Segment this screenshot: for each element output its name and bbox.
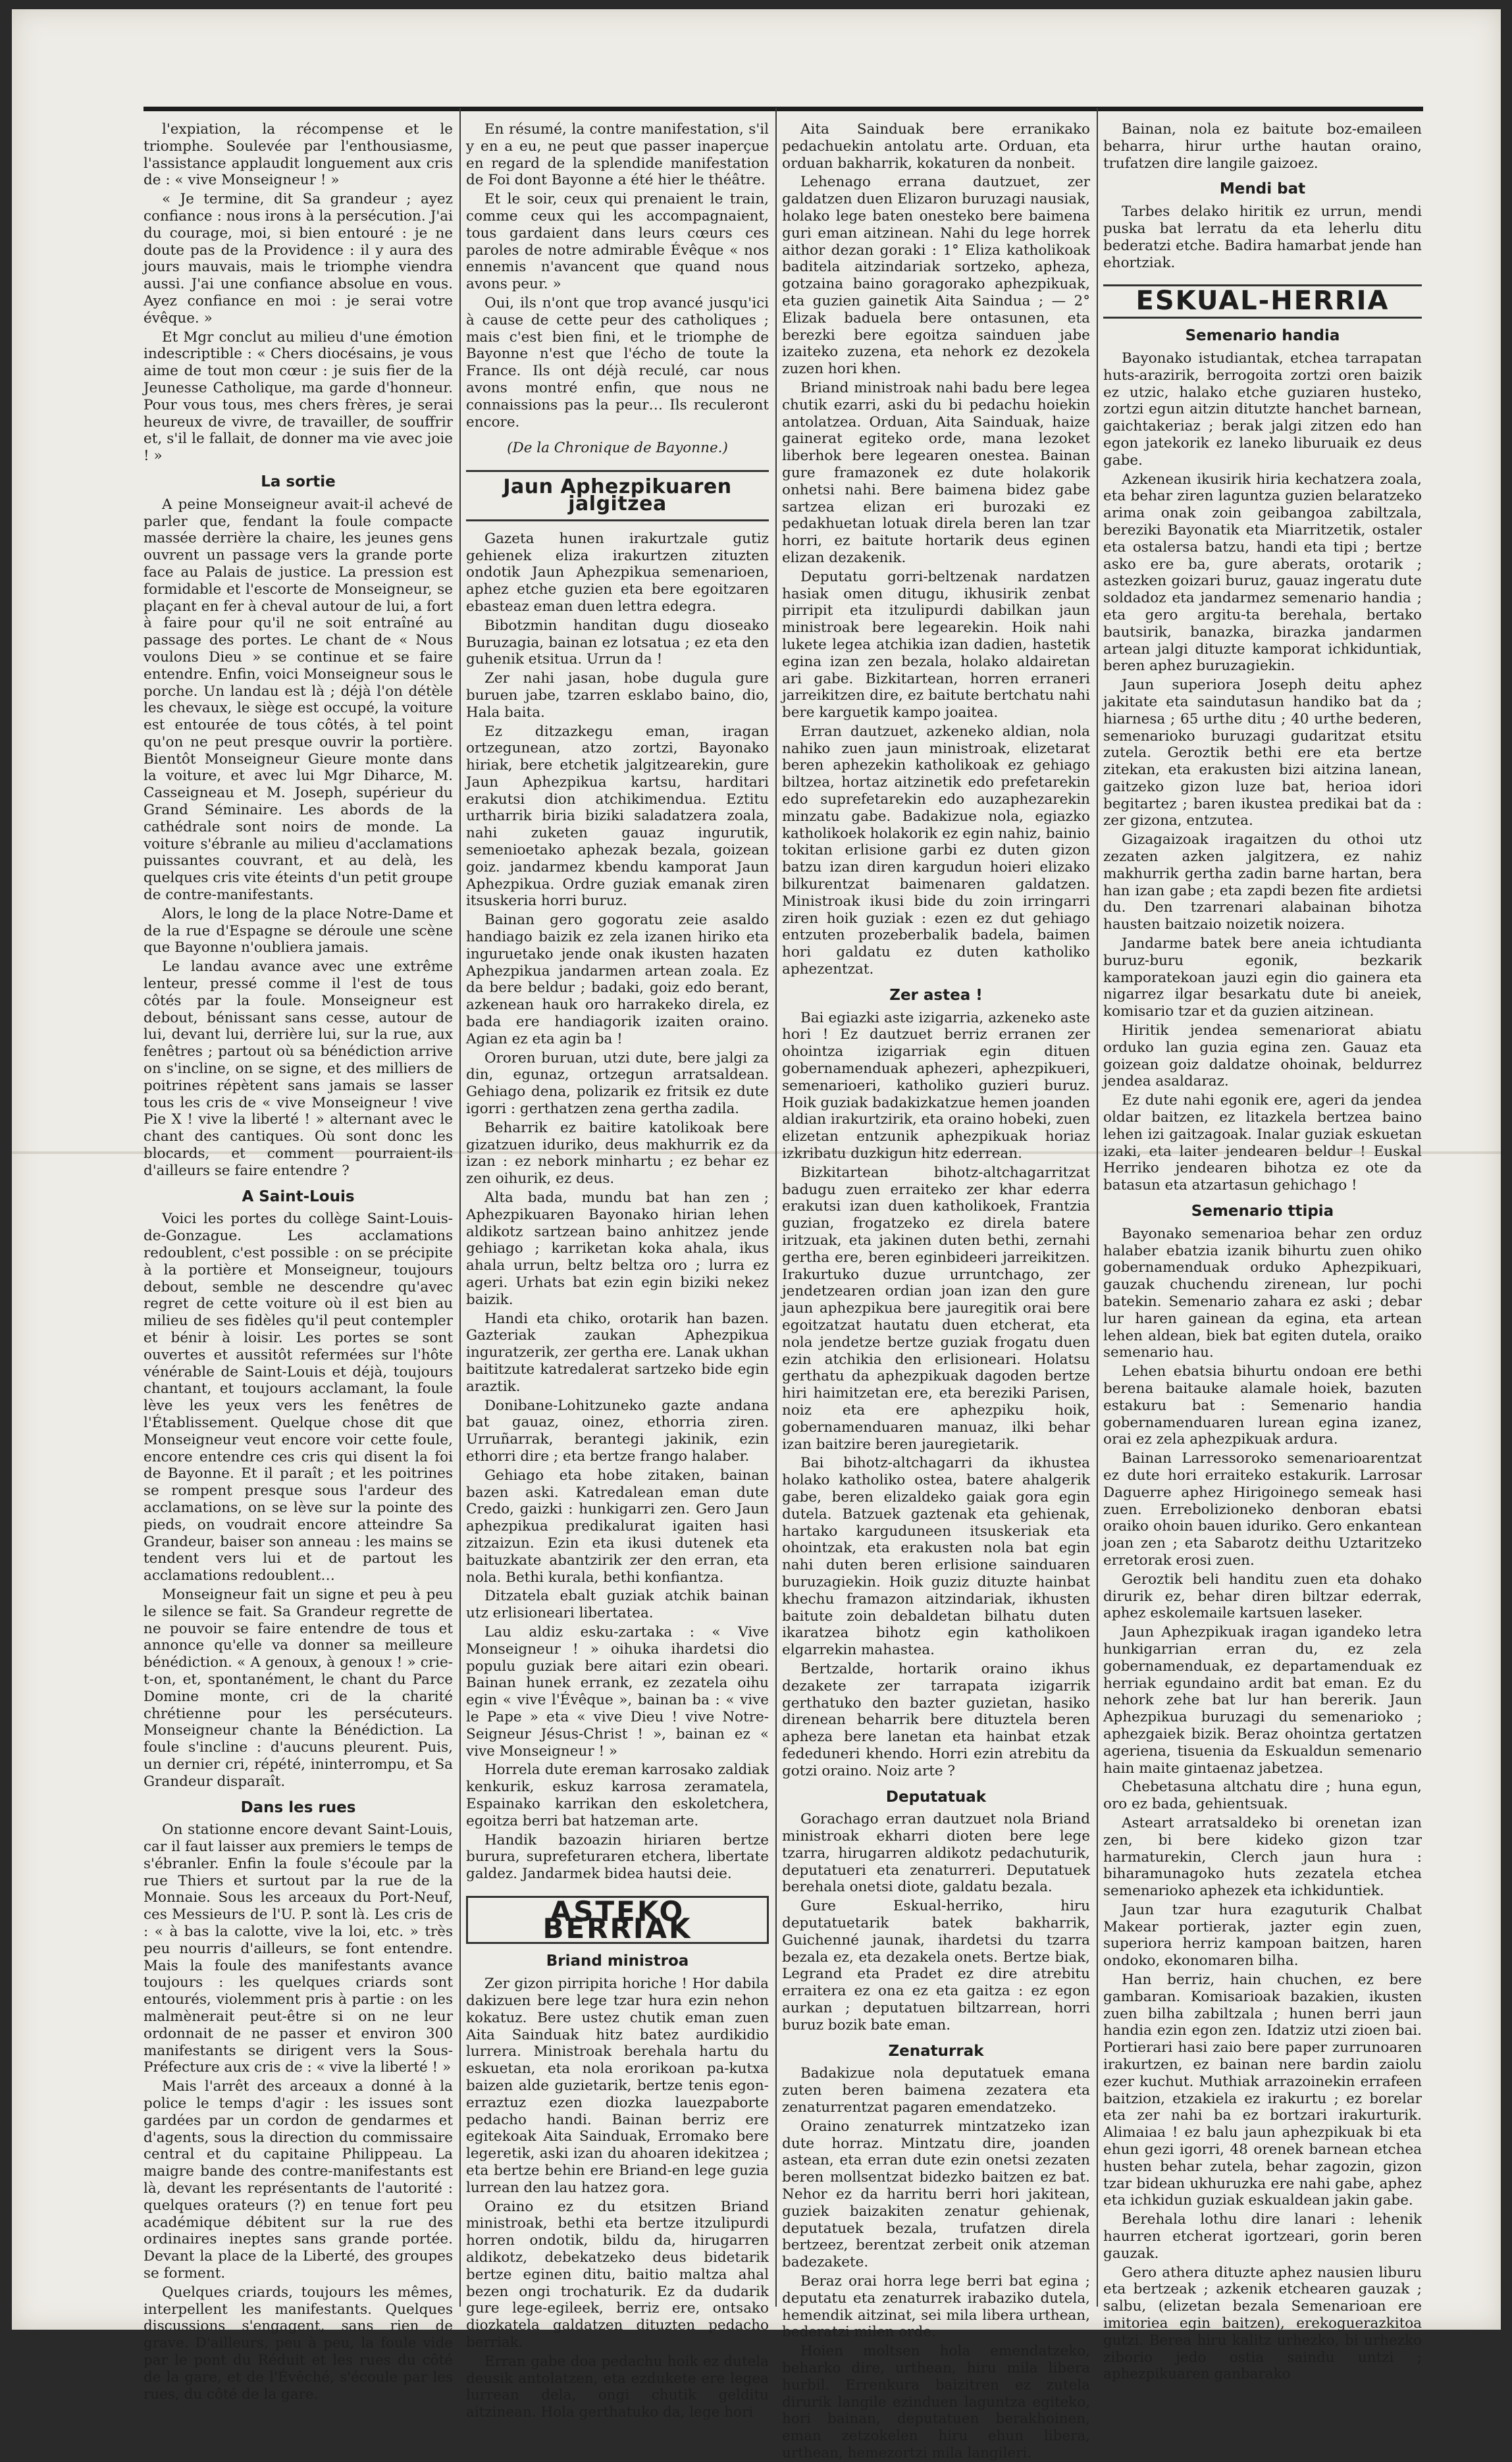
paragraph: Gero athera dituzte aphez nausien liburu eta bertzeak ; azkenik etchearen gauzak ; salbu, (elizetan bezala Semenarioan ere imitoriea egin baitzen), erekoguerazkitoa gutzi. Berea hiru kalitz urhezko, bi urhezko ziborio jedo ostia saindu untzi ; aphezpikuaren ganbarako (1103, 2264, 1422, 2383)
section-heading: A Saint-Louis (242, 1188, 355, 1205)
paragraph: Bertzalde, hortarik oraino ikhus dezakete zer tarrapata izigarrik gerthatuko den bazter guzietan, hasiko direnean beharrik bere dituztela beren apheza bere lanetan eta hainbat etzak fededuneri khendo. Horri ezin atrebitu da gotzi oraino. Noiz arte ? (782, 1660, 1090, 1779)
paragraph: Bayonako semenarioa behar zen orduz halaber ebatzia izanik bihurtu zuen ohiko gobernamenduak orduko Aphezpikuari, gauzak chuchendu zirenean, lur pochi batekin. Semenario zahara ez aski ; debar lur haren gainean da egina, eta artean lehen aldean, biek bat egiten dutela, oraiko semenario hau. (1103, 1225, 1422, 1361)
paragraph: Voici les portes du collège Saint-Louis-de-Gonzague. Les acclamations redoublent, c'est possible : on se précipite à la portière et Monseigneur, toujours debout, semble ne descendre qu'avec regret de cette voiture où il est bien au milieu de ses fidèles qu'il peut contempler et bénir à loisir. Les portes se sont ouvertes et aussitôt refermées sur l'hôte vénérable de Saint-Louis et déjà, toujours chantant, et toujours acclamant, la foule lève les yeux vers les fenêtres de l'Établissement. Quelque chose dit que Monseigneur veut encore voir cette foule, encore entendre ces cris qui disent la foi de Bayonne. Et il paraît ; et les poitrines se rompent presque sous l'ardeur des acclamations, on se lève sur la pointe des pieds, on voudrait encore atteindre Sa Grandeur, baiser son anneau : les mains se tendent vers lui et de partout les acclamations redoublent… (143, 1211, 453, 1585)
paragraph: Bai egiazki aste izigarria, azkeneko aste hori ! Ez dautzuet berriz erranen zer ohointza izigarriak egin dituen gobernamenduak aphezeri, aphezpikueri, semenarioeri, katholiko guzieri buruz. Hoik guziak badakizkatzue hemen joanden aldian irakurtzirik, eta oraino hobeki, zuen elizetan entzunik aphezpikuak horiaz izkribatu duzkigun hitz ederrean. (782, 1009, 1090, 1163)
section-masthead: ESKUAL-HERRIA (1103, 284, 1422, 319)
paragraph: Bai bihotz-altchagarri da ikhustea holako katholiko ostea, batere ahalgerik gabe, beren elizaldeko gaiak gora egin dutela. Batzuek gaztenak eta gehienak, hartako karguduneen itsuskeriak eta ohointzak, eta erakusten nola bat egin nahi duten beren erlisione sainduaren buruzagiekin. Hoik guziz dituzte hainbat khechu framazon aitzindariak, ikhusten baitute zoin debaldetan bilhatu duten ikaratzea bihotz egin katholikoen elgarrekin mahastea. (782, 1455, 1090, 1659)
paragraph: Lehenago erranа dautzuet, zer galdatzen duen Elizaron buruzagi nausiak, holako lege baten onesteko bere baimena guri eman aitzinean. Nahi du lege horrek aithor dezan goraki : 1° Eliza katholikoak baditela aitzindariak sortzeko, apheza, gotzaina baino goragorako aphezpikuak, eta guzien gainetik Aita Saindua ; — 2° Elizak baduela bere ontasunen, eta berezki bere egoitza sainduen jabe izaiteko zuzena, eta nehork ez dezokela zuzen hori khen. (782, 174, 1090, 378)
column-rule-3 (1097, 108, 1098, 2307)
paragraph: Briand ministroak nahi badu bere legea chutik ezarri, aski du bi pedachu hoiekin antolatzea. Orduan, Aita Sainduak, haize gainerat egiteko orde, mana lezoket liberhok bere legearen onestea. Bainan gure framazonek ez dute holakorik onhetsi nahi. Bere baimena bidez gabe sartzea elizan eri burozaki ez pedakhuetan lotuak direla beren lan tzar horri, ez baitute hortarik deus eginen elizan dezakenik. (782, 379, 1090, 566)
paragraph: On stationne encore devant Saint-Louis, car il faut laisser aux premiers le temps de s'ébranler. Enfin la foule s'écoule par la rue Thiers et surtout par la rue de la Monnaie. Sous les arceaux du Port-Neuf, ces Messieurs de l'U. P. sont là. Les cris de : « à bas la calotte, vive la loi, etc. » très peu nourris d'ailleurs, se font entendre. Mais la foule des manifestants avance toujours : les quelques criards sont entourés, violemment pris à partie : on les malmènerait peut-être si on ne leur ordonnait de ne passer et environ 300 manifestants se dirigent vers la Sous-Préfecture aux cris de : « vive la liberté ! » (143, 1821, 453, 2076)
paragraph: Mais l'arrêt des arceaux a donné à la police le temps d'agir : les issues sont gardées par un cordon de gendarmes et d'agents, sous la direction du commissaire central et du capitaine Philippeau. La maigre bande des contre-manifestants est là, devant les représentants de l'autorité : quelques orateurs (?) en tenue fort peu académique débitent sur la rue des ordinaires ineptes sans grande portée. Devant la place de la Liberté, des groupes se forment. (143, 2078, 453, 2282)
paragraph: Geroztik beli handitu zuen eta dohako dirurik ez, behar diren biltzar ederrak, aphez eskolemaile kartsuen laseker. (1103, 1571, 1422, 1622)
article-title: Jaun Aphezpikuaren jalgitzea (466, 470, 769, 521)
paragraph: Beharrik ez baitire katolikoak bere gizatzuen iduriko, deus makhurrik ez da izan : ez nebork minhartu ; ez behar ez zen oihurik, ez deus. (466, 1119, 769, 1188)
section-heading: La sortie (261, 473, 336, 490)
column-1 (143, 121, 454, 2403)
paragraph: Oui, ils n'ont que trop avancé jusqu'ici à cause de cette peur des catholiques ; mais c'est bien fini, et le triomphe de Bayonne n'est que l'écho de toute la France. Ils ont déjà reculé, car nous avons montré enfin, que nous ne connaissions pas la peur… Ils reculeront encore. (466, 294, 769, 431)
paragraph: Bibotzmin handitan dugu dioseako Buruzagia, bainan ez lotsatua ; ez eta den guhenik etsitua. Urrun da ! (466, 617, 769, 668)
section-heading: Briand ministroa (546, 1952, 689, 1970)
paragraph: Jaun superiora Joseph deitu aphez jakitate eta saindutasun handiko bat da ; hiarnesa ; 65 urthe ditu ; 40 urthe bederen, semenarioko buruzagi gudaritzat etsitu zutela. Geroztik bethi ere eta bertze zitekan, eta erakusten bizi aitzina lanean, gaitzeko gizon luze bat, herioa idori begitartez ; baren ikustea predikai bat da : zer gizona, entzutea. (1103, 677, 1422, 829)
paragraph: Gehiago eta hobe zitaken, bainan bazen aski. Katredalean eman dute Credo, gaizki : hunkigarri zen. Gero Jaun aphezpikua predikalurat igaiten hasi zitzaizun. Ezin eta ikusi dutenek eta baituzkate abantzirik zer den erran, eta nola. Bethi kurala, bethi konfiantza. (466, 1467, 769, 1586)
paragraph: Bainan, nola ez baitute boz-emaileen beharra, hirur urthe hautan oraino, trufatzen dire langile gaizoez. (1103, 121, 1422, 172)
paragraph: Deputatu gorri-beltzenak nardatzen hasiak omen ditugu, ikhusirik zenbat pirripit eta itzulipurdi dabilkan jaun ministroak bere legearekin. Hoik nahi lukete legea atchikia izan dadien, hastetik egina izan zen bezala, holako aldairetan ari gabe. Bizkitartean, horren erraneri jarreikitzen dire, ez baitute bertchatu nahi bere karguetik kampo joaitea. (782, 568, 1090, 721)
paragraph: Tarbes delako hiritik ez urrun, mendi puska bat lerratu da eta leherlu ditu bederatzi etche. Badira hamarbat jende han ehortziak. (1103, 203, 1422, 271)
paragraph: Monseigneur fait un signe et peu à peu le silence se fait. Sa Grandeur regrette de ne pouvoir se faire entendre de tous et annonce qu'elle va donner sa meilleure bénédiction. « A genoux, à genoux ! » crie-t-on, et, spontanément, le chant du Parce Domine monte, cri de la charité chrétienne pour les persécuteurs. Monseigneur chante la Bénédiction. La foule s'incline : d'aucuns pleurent. Puis, un dernier cri, répété, ininterrompu, et Sa Grandeur disparaît. (143, 1586, 453, 1790)
section-heading: Deputatuak (885, 1788, 987, 1806)
section-heading: Mendi bat (1219, 180, 1306, 198)
paragraph: Oraino ez du etsitzen Briand ministroak, bethi eta bertze itzulipurdi horren ondotik, bildu da, hirugarren aldikotz, debekatzeko deus bidetarik bertze eginen ditu, baitio maltza ahal bezen ongi trochaturik. Ez da dudarik gure lege-egileek, berriz ere, ontsako diozkatela galdatzen dituzten pedacho berriak. (466, 2198, 769, 2351)
paragraph: « Je termine, dit Sa grandeur ; ayez confiance : nous irons à la persécution. J'ai du courage, moi, si bien entouré : je ne doute pas de la Providence : il y aura des jours mauvais, mais le triomphe viendra aussi. J'ai une confiance absolue en vous. Ayez confiance en moi : je serai votre évêque. » (143, 191, 453, 327)
paragraph: Gure Eskual-herriko, hiru deputatuetarik batek bakharrik, Guichenné jaunak, ihardetsi du tzarra bezala ez, eta dezakela onets. Bertze biak, Legrand eta Pradet ez dire atrebitu erraitera ez ona ez eta gaitza : ez egon aurkan ; deputatuen biltzarrean, horri buruz bozik bate eman. (782, 1898, 1090, 2033)
column-2 (466, 121, 769, 2421)
paragraph: Handi eta chiko, orotarik han bazen. Gazteriak zaukan Aphezpikua inguratzerik, zer gertha ere. Lanak ukhan baititzute katredalerat sartzeko bide egin araztik. (466, 1310, 769, 1395)
paragraph: Ororen buruan, utzi dute, bere jalgi za din, egunaz, ortzegun arratsaldean. Gehiago dena, polizarik ez fritsik ez dute igorri : gerthatzen zena gertha zadila. (466, 1049, 769, 1118)
paragraph: Bizkitartean bihotz-altchagarritzat badugu zuen erraiteko zer khar ederra erakutsi izan duen katholikoek, Frantzia guzian, frogatzeko ez direla batere iritzuak, eta jakinen duten bethi, zernahi gertha ere, beren eginbideeri jarreikitzen. Irakurtuko duzue urruntchago, zer jendetzearen ordian joan izan den gure jaun aphezpikua bere jauregitik orai bere egoitzatzat hautatu duen etcherat, eta nola jendetze bertze guziak frogatu duen ezin atchikia den erlisioneari. Holatsu gerthatu da aphezpikuak dagoden bertze hiri haimitzetan ere, eta bereziki Parisen, noiz eta ere aphezpiku hoik, gobernamenduaren manuaz, ilki behar izan baitzire beren jauregietarik. (782, 1164, 1090, 1453)
newspaper-page (12, 9, 1501, 2461)
top-rule (143, 107, 1423, 111)
paragraph: Horrela dute ereman karrosako zaldiak kenkurik, eskuz karrosa zeramatela, Espainako karrikan den eskoletchera, egoitza berri bat hatzeman arte. (466, 1762, 769, 1829)
paragraph: Quelques criards, toujours les mêmes, interpellent les manifestants. Quelques discussions s'engagent, sans rien de grave. D'ailleurs, peu à peu, la foule vide par le pont du Réduit et les rues du côté de la gare, et de l'Évêché, s'écoule par les rues, du côté de la gare. (143, 2284, 453, 2403)
paragraph: Badakizue nola deputatuek emana zuten beren baimena zezatera eta zenaturrentzat pagaren emendatzeko. (782, 2065, 1090, 2116)
paragraph: Asteart arratsaldeko bi orenetan izan zen, bi bere kideko gizon tzar harmaturekin, Clerch jaun hura : biharamunagoko huts zezatela etchea semenarioko aphezek eta ichkiduntiek. (1103, 1814, 1422, 1900)
section-heading: Dans les rues (240, 1798, 356, 1816)
paragraph: Gazeta hunen irakurtzale gutiz gehienek eliza irakurtzen zituzten ondotik Jaun Aphezpikua semenarioen, aphez etche guzien eta bere egoitzaren ebasteaz eman duen lettra edegra. (466, 530, 769, 615)
paragraph: Erran dautzuet, azkeneko aldian, nola nahiko zuen jaun ministroak, elizetarat beren aphezekin katholikoak ez gehiago biltzea, hortaz aitzinetik edo prefetarekin edo suprefetarekin edo auzaphezarekin minzatu gabe. Badakizue nola, egiazko katholikoek holakorik ez egin nahiz, bainio tokitan erlisione garbi ez duten gizon batzu izan diren kargudun hoieri elizako bilkurentzat baimenaren galdatzen. Ministroak ikusi bide du zoin irringarri ziren hoik guziak : ezen ez dut gehiago entzuten prozeberbalik badela, baimen hori galdatu ez duten katholiko aphezentzat. (782, 723, 1090, 978)
paragraph: Beraz orai horra lege berri bat egina ; deputatu eta zenaturrek irabaziko dutela, hemendik aitzinat, sei mila libera urthean, bederatzi milen orde. (782, 2273, 1090, 2341)
paragraph: Zer gizon pirripita horiche ! Hor dabila dakizuen bere lege tzar hura ezin nehon kokatuz. Bere ustez chutik eman zuen Aita Sainduak hitz batez aurdikidio lurrera. Ministroak berehala hartu du eskuetan, eta nola erorikoan pa-kutxa baizen alde guzietarik, bertze tenis egon-erraztuz ezen diozka lauezpaborte pedacho handi. Bainan berriz ere egitekoak Aita Sainduak, Erromako bere legeretik, aski izan du ahoaren idekitzea ; eta bertze behin ere Briand-en lege guzia lurrean den lau hatzez gora. (466, 1976, 769, 2196)
paragraph: Ez ditzazkegu eman, iragan ortzegunean, atzo zortzi, Bayonako hiriak, bere etchetik jalgitzearekin, gure Jaun Aphezpikua kartsu, harditari erakutsi dion atchikimendua. Eztitu urtharrik biria biziki saladatzera zoala, nahi zuketen gauaz ingurutik, semenioetako aphezak bezala, goizean goiz. jandarmez kbendu kamporat Jaun Aphezpikua. Ordre guziak emanak ziren itsuskeria horri buruz. (466, 723, 769, 910)
paragraph: Alta bada, mundu bat han zen ; Aphezpikuaren Bayonako hirian lehen aldikotz sartzean baino anhitzez jende gehiago ; karriketan koka ahala, ikus ahala urrun, beltz beltza oro ; lurra ez ageri. Urhats bat ezin egin biziki nekez baizik. (466, 1190, 769, 1308)
paragraph: Gorachago erran dautzuet nola Briand ministroak ekharri dioten bere lege tzarra, hirugarren aldikotz pedachuturik, deputatueri eta zenaturreri. Deputatuek berehala onetsi diote, galdatu bezala. (782, 1811, 1090, 1896)
paragraph: Bainan Larressoroko semenarioarentzat ez dute hori erraiteko estakurik. Larrosar Daguerre aphez Hirigoinego semeak hasi zuen. Errebolizioneko denboran ebatsi oraiko ohoin bauen iduriko. Gero enkantean joan zen ; eta Sabarotz deithu Uztaritzeko erretorak erosi zuen. (1103, 1450, 1422, 1569)
paragraph: Bainan gero gogoratu zeie asaldo handiago baizik ez zela izanen hiriko eta inguruetako jende onak ikusten hazaten Aphezpikua jandarmen artean zoala. Ez da bere beldur ; badaki, goiz edo berant, azkenean hauk oro harrakeko direla, ez bada ere handiagorik izaiten oraino. Agian ez eta agin ba ! (466, 912, 769, 1047)
paragraph: Berehala lothu dire lanari : lehenik haurren etcherat igortzeari, gorin beren gauzak. (1103, 2211, 1422, 2262)
paragraph: Ditzatela ebalt guziak atchik bainan utz erlisioneari libertatea. (466, 1588, 769, 1622)
paragraph: Le landau avance avec une extrême lenteur, pressé comme il l'est de tous côtés par la foule. Monseigneur est debout, bénissant sans cesse, autour de lui, devant lui, derrière lui, sur la rue, aux fenêtres ; partout où sa bénédiction arrive on s'incline, on se signe, et des milliers de poitrines répètent sans jamais se lasser tous les cris de « vive Monseigneur ! vive Pie X ! vive la liberté ! » alternant avec le chant des cantiques. Où sont donc les blocards, et comment pourraient-ils d'ailleurs se faire entendre ? (143, 958, 453, 1179)
paragraph: Et le soir, ceux qui prenaient le train, comme ceux qui les accompagnaient, tous gardaient dans leurs cœurs ces paroles de notre admirable Évêque « nos ennemis n'avancent que quand nous avons peur. » (466, 191, 769, 293)
paragraph: Han berriz, hain chuchen, ez bere gambaran. Komisarioak bazakien, ikusten zuen bilha zabiltzala ; hunen berri jaun handia ezin egon zen. Idatziz utzi zioen bai. Portierari hasi zaio bere paper zurrunoaren irakurtzen, ez bainan nere bardin zaiolu ezer kuchut. Muthiak arrazoinekin errafeen baitzion, etzakiela ez irakurtu ; ez borelar eta zer nahi ba ez bortzari irakurturik. Alimaiaa ! ez balu jaun aphezpikuak bi eta ehun gezi igorri, 48 orenek barnean etchea husten behar zutela, behar zagozin, gizon tzar bidean ukhuruzka ere nahi gabe, aphez eta ichkidun guziak eskualdean jakin gabe. (1103, 1972, 1422, 2209)
paragraph: Oraino zenaturrek mintzatzeko izan dute horraz. Mintzatu dire, joanden astean, eta erran dute ezin onetsi zezaten beren mollsentzat bidezko baitzen ez bat. Nehor ez da harritu berri hori jakitean, guziek baizakiten zenatur gehienak, deputatuek bezala, trufatzen direla bertzeez, berentzat zerbeit onik atzeman badezakete. (782, 2118, 1090, 2271)
paragraph: Erran gabe doa pedachu hoik ez dutela deusik antolatzen, eta ezdukete ere legea lurrean dela, ongi chutik gelditu aitzinean. Hola gerthatuko da, lege hori (466, 2353, 769, 2421)
paragraph: Donibane-Lohitzuneko gazte andana bat gauaz, oinez, ethorria ziren. Urruñarrak, berantegi jakinik, ezin ethorri dire ; eta bertze frango halaber. (466, 1397, 769, 1465)
paragraph: Azkenean ikusirik hiria kechatzera zoala, eta behar ziren laguntza guzien belaratzeko arima onak zoin geibangoa zabiltzala, bereziki Bayonatik eta Miarritzetik, ostaler eta ostalersa batzu, handi eta tipi ; bertze asko ere ba, gure aberats, orotarik ; astezken goizari buruz, gauaz ingeratu dute soldadoz eta jandarmez semenario handia ; eta gero argitu-ta berehala, bertako bautsirik, banazka, birazka jandarmen artean jalgi dituzte kamporat ichkiduntiak, beren aphez buruzagiekin. (1103, 471, 1422, 675)
section-heading: Semenario handia (1185, 327, 1340, 345)
section-heading: Zenaturrak (888, 2042, 984, 2060)
paragraph: Ez dute nahi egonik ere, ageri da jendea oldar baitzen, ez litazkela bertzea baino lehen izi gaitzagoak. Inalar guziak eskuetan izaki, eta laiter jendearen beldur ! Euskal Herriko jendearen bihotza ez ote da batasun eta atzartasun gehichago ! (1103, 1092, 1422, 1194)
paragraph: Lehen ebatsia bihurtu ondoan ere bethi berena baitauke alamale hoiek, bazuten estakuru bat : Semenario handia gobernamenduaren lurean egina izanez, orai ez zela aphezpikuak ardura. (1103, 1363, 1422, 1448)
paragraph: Gizagaizoak iragaitzen du othoi utz zezaten azken jalgitzera, ez nahiz makhurrik gertha zadin barne hartan, bera han izan gabe ; eta zapdi bezen fite ardietsi du. Den tzarrenari alabainan bihotza hausten baitzaio noizetik noizera. (1103, 831, 1422, 933)
paragraph: Lau aldiz esku-zartaka : « Vive Monseigneur ! » oihuka ihardetsi dio populu guziak bere aitari ezin obeari. Bainan hunek errank, ez zezatela oihu egin « vive l'Évêque », bainan ba : « vive le Pape » eta « vive Dieu ! vive Notre-Seigneur Jésus-Christ ! », bainan ez « vive Monseigneur ! » (466, 1623, 769, 1760)
paragraph: Jaun tzar hura ezaguturik Chalbat Makear portierak, jazter egin zuen, superiora herriz kampoan baitzen, haren ondoko, ekonomaren bilha. (1103, 1901, 1422, 1970)
paragraph: En résumé, la contre manifestation, s'il y en a eu, ne peut que passer inaperçue en regard de la splendide manifestation de Foi dont Bayonne a été hier le théâtre. (466, 121, 769, 189)
section-heading: Semenario ttipia (1191, 1203, 1334, 1220)
paragraph: A peine Monseigneur avait-il achevé de parler que, fendant la foule compacte massée derrière la chaire, les jeunes gens ouvrent un passage vers la grande porte face au Palais de justice. La pression est formidable et l'escorte de Monseigneur, se plaçant en fer à cheval autour de lui, a fort à faire pour qu'il ne soit entraîné au passage des portes. Le chant de « Nous voulons Dieu » se continue et se faire entendre. Enfin, voici Monseigneur sous le porche. Un landau est là ; déjà l'on détèle les chevaux, le siège est occupé, la voiture est entourée de tous côtés, à tel point qu'on ne peut presque ouvrir la portière. Bientôt Monseigneur Gieure monte dans la voiture, et avec lui Mgr Diharce, M. Casseigneau et M. Joseph, supérieur du Grand Séminaire. Les abords de la cathédrale sont noirs de monde. La voiture s'ébranle au milieu d'acclamations puissantes couvrant, et au delà, les quelques cris vite éteints d'un petit groupe de contre-manifestants. (143, 496, 454, 904)
source-credit: (De la Chronique de Bayonne.) (507, 440, 728, 457)
column-rule-2 (775, 108, 777, 2307)
section-masthead: ASTEKO BERRIAK (466, 1896, 769, 1945)
paragraph: Jaun Aphezpikuak iragan igandeko letra hunkigarrian erran du, ez zela gobernamenduak, ez departamenduak ez herriak egundaino ardit bat eman. Ez du nehork zehe bat lur han bererik. Jaun Aphezpikua buruzagi du semenarioko ; aphezgaiek bizik. Beraz ohointza gertatzen ageriena, tisuenia da Eskualdun semenario hain maite gintaenaz jabetzea. (1103, 1624, 1422, 1777)
column-4 (1103, 121, 1422, 2383)
paragraph: Bayonako istudiantak, etchea tarrapatan huts-arazirik, berrogoita zortzi oren baizik ez utzic, halako etche guziaren husteko, zortzi egun aitzin ditutzte hanchet barnean, gaichtakeriaz ; berak jalgi zitzen edo han egon jatekorik ez laneko liburuaik ez deus gabe. (1103, 350, 1422, 469)
paragraph: Aita Sainduak bere erranikako pedachuekin antolatu arte. Orduan, eta orduan bakharrik, kokaturen da nonbeit. (782, 121, 1090, 172)
paragraph: Alors, le long de la place Notre-Dame et de la rue d'Espagne se déroule une scène que Bayonne n'oubliera jamais. (143, 905, 453, 956)
paragraph: Et Mgr conclut au milieu d'une émotion indescriptible : « Chers diocésains, je vous aime de tout mon cœur : je suis fier de la Jeunesse Catholique, ma garde d'honneur. Pour vous tous, mes chers frères, je serai heureux de vivre, de travailler, de souffrir et, s'il le fallait, de donner ma vie avec joie ! » (143, 328, 453, 465)
paragraph: l'expiation, la récompense et le triomphe. Soulevée par l'enthousiasme, l'assistance applaudit longuement aux cris de : « vive Monseigneur ! » (143, 121, 453, 189)
section-heading: Zer astea ! (889, 986, 983, 1004)
paragraph: Jandarme batek bere aneia ichtudianta buruz-buru egonik, bezkarik kamporatekoan jauzi egin dio gainera eta nigarrez ilgar besarkatu dute bi aneiek, komisario tzar et da guzien aitzinean. (1103, 935, 1422, 1020)
paragraph: Hiritik jendea semenariorat abiatu orduko lan guzia egina zen. Gauaz eta goizean goiz daldatze ohoinak, beldurrez jendea asaldaraz. (1103, 1022, 1422, 1090)
column-rule-1 (459, 108, 461, 2307)
column-3 (782, 121, 1090, 2461)
paragraph: Chebetasuna altchatu dire ; huna egun, oro ez bada, gehientsuak. (1103, 1779, 1422, 1813)
paragraph: Handik bazoazin hiriaren bertze burura, suprefeturaren etchera, libertate galdez. Jandarmek bidea hautsi deie. (466, 1831, 769, 1883)
paragraph: Zer nahi jasan, hobe dugula gure buruen jabe, tzarren esklabo baino, dio, Hala baita. (466, 670, 769, 721)
paragraph: Hoien moltsen hola emendatzeko, beharko dire, urthean, hiru mila libera hurbil. Errenkura baizitren ez zutela dirurik langile ezinduen laguntza egiteko, hori bainan, deputatuen berakhoinen, eman zetzokelen hiru ehun libera, urthean, hemezortzi mila langileri. (782, 2343, 1090, 2461)
